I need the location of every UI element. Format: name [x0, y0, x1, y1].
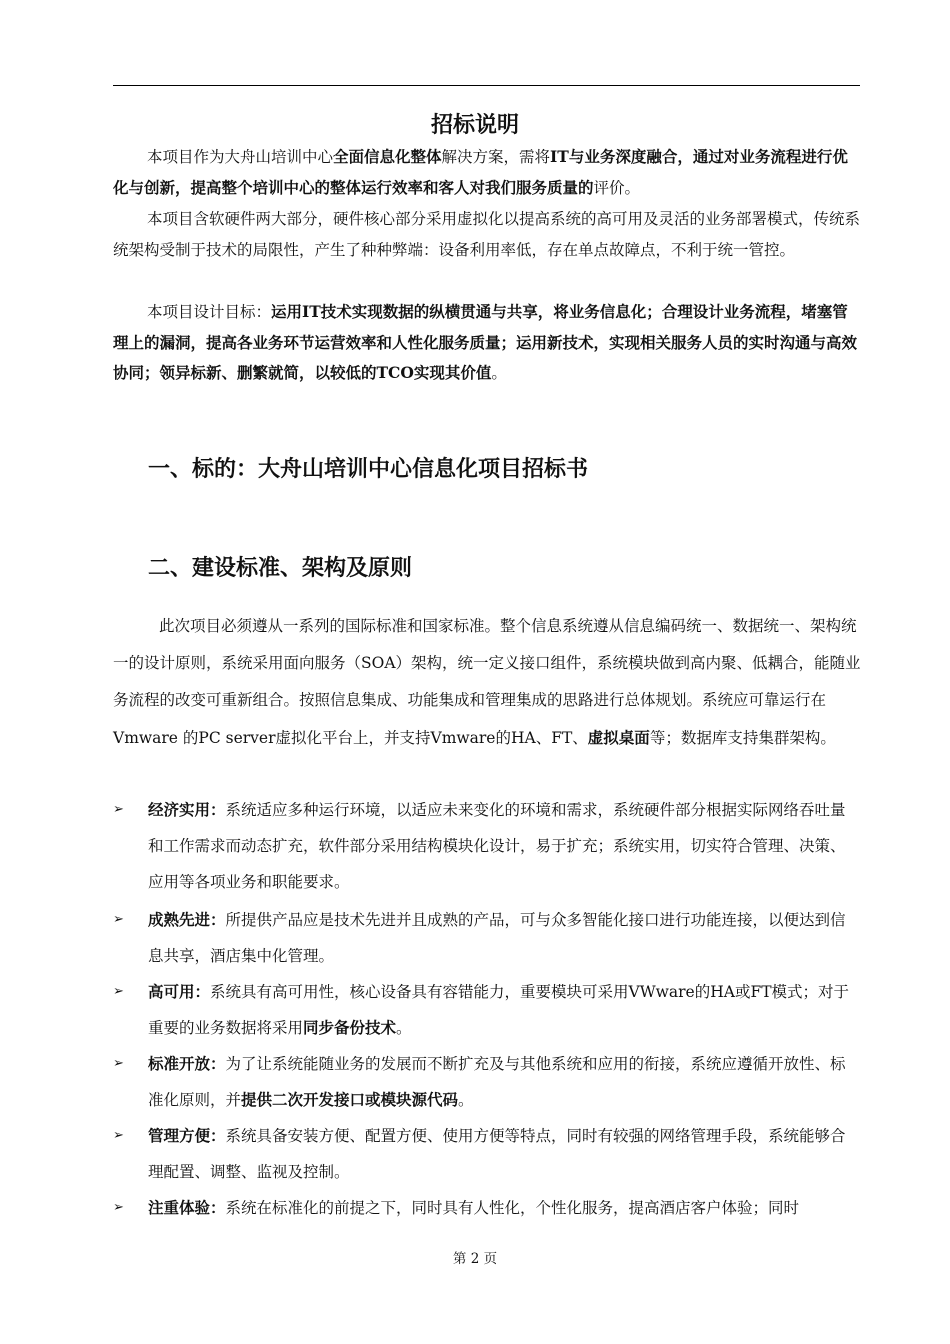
bullet-item	[113, 902, 858, 974]
text-run: 所提供产品应是技术先进并且成熟的产品，可与众多智能化接口进行功能连接，以便达到信息共享，酒店集中化管理。	[148, 911, 846, 965]
text-run: 此次项目必须遵从一系列的国际标准和国家标准。整个信息系统遵从信息编码统一、数据统一、架构统一的设计原则，系统采用面向服务（SOA）架构，统一定义接口组件，系统模块做到高内聚、低耦合，能随业务流程的改变可重新组合。按照信息集成、功能集成和管理集成的思路进行总体规划。系统应可靠运行在 Vmware 的PC server虚拟化平台上，并支持Vmware的HA、FT、	[113, 617, 861, 747]
bullet-arrow-icon: ➢	[113, 802, 124, 817]
bullet-arrow-icon: ➢	[113, 984, 124, 999]
page-number: 第 2 页	[452, 1251, 498, 1267]
bold-text-run: 提供二次开发接口或模块源代码	[241, 1090, 459, 1109]
bold-text-run: 经济实用：	[148, 800, 226, 819]
bullet-arrow-icon: ➢	[113, 912, 124, 927]
text-run: 解决方案，需将	[441, 148, 551, 166]
bold-text-run: 高可用：	[148, 982, 211, 1001]
text-run: 本项目设计目标：	[147, 303, 272, 321]
bold-text-run: IT与业务深度融合，通过对业务流程进行优化与创新，提高整个培训中心的整体运行效率和客人对我们服务质量的	[113, 147, 848, 197]
text-run: 系统适应多种运行环境，以适应未来变化的环境和需求，系统硬件部分根据实际网络吞吐量和工作需求而动态扩充，软件部分采用结构模块化设计，易于扩充；系统实用，切实符合管理、决策、应用等各项业务和职能要求。	[148, 801, 846, 891]
text-run: 系统具备安装方便、配置方便、使用方便等特点，同时有较强的网络管理手段，系统能够合理配置、调整、监视及控制。	[148, 1127, 846, 1181]
bullet-item	[113, 792, 858, 900]
bullet-arrow-icon: ➢	[113, 1128, 124, 1143]
bold-text-run: 运用IT技术实现数据的纵横贯通与共享，将业务信息化；合理设计业务流程，堵塞管理上的漏洞，提高各业务环节运营效率和人性化服务质量；运用新技术，实现相关服务人员的实时沟通与高效协同；领异标新、删繁就简，以较低的TCO实现其价值	[113, 302, 858, 382]
bullet-item	[113, 1118, 858, 1190]
intro-paragraph-1	[113, 142, 863, 203]
bullet-text	[148, 1046, 858, 1118]
header-rule	[113, 85, 860, 86]
text-run: 系统具有高可用性，核心设备具有容错能力，重要模块可采用VWware的HA或FT模式；对于重要的业务数据将采用	[148, 983, 850, 1037]
bullet-item	[113, 1190, 858, 1226]
bullet-arrow-icon: ➢	[113, 1200, 124, 1215]
bold-text-run: 标准开放：	[148, 1054, 226, 1073]
bold-text-run: 注重体验：	[148, 1198, 226, 1217]
bullet-text	[148, 1190, 858, 1226]
bold-text-run: 管理方便：	[148, 1126, 226, 1145]
text-run: 为了让系统能随业务的发展而不断扩充及与其他系统和应用的衔接，系统应遵循开放性、标准化原则，并	[148, 1055, 846, 1109]
section2-paragraph	[113, 608, 863, 757]
bullet-text	[148, 1118, 858, 1190]
bullet-text	[148, 974, 858, 1046]
doc-title: 招标说明	[430, 112, 519, 138]
bullet-text	[148, 902, 858, 974]
text-run: 系统在标准化的前提之下，同时具有人性化，个性化服务，提高酒店客户体验；同时	[225, 1199, 800, 1217]
section-heading-1: 一、标的：大舟山培训中心信息化项目招标书	[148, 456, 589, 482]
bullet-item	[113, 974, 858, 1046]
text-run: 。	[396, 1019, 412, 1037]
intro-paragraph-3	[113, 297, 863, 389]
bold-text-run: 虚拟桌面	[587, 728, 650, 747]
bold-text-run: 全面信息化整体	[333, 147, 442, 166]
intro-paragraph-2	[113, 204, 863, 265]
text-run: 。	[491, 364, 507, 382]
bold-text-run: 同步备份技术	[303, 1018, 397, 1037]
bold-text-run: 成熟先进：	[148, 910, 226, 929]
text-run: 。	[458, 1091, 474, 1109]
bullet-arrow-icon: ➢	[113, 1056, 124, 1071]
text-run: 本项目含软硬件两大部分，硬件核心部分采用虚拟化以提高系统的高可用及灵活的业务部署模式，传统系统架构受制于技术的局限性，产生了种种弊端：设备利用率低，存在单点故障点，不利于统一管控。	[113, 210, 861, 259]
section-heading-2: 二、建设标准、架构及原则	[148, 555, 413, 581]
bullet-text	[148, 792, 858, 900]
text-run: 等；数据库支持集群架构。	[649, 729, 836, 747]
bullet-item	[113, 1046, 858, 1118]
text-run: 本项目作为大舟山培训中心	[147, 148, 334, 166]
text-run: 评价。	[593, 178, 641, 197]
